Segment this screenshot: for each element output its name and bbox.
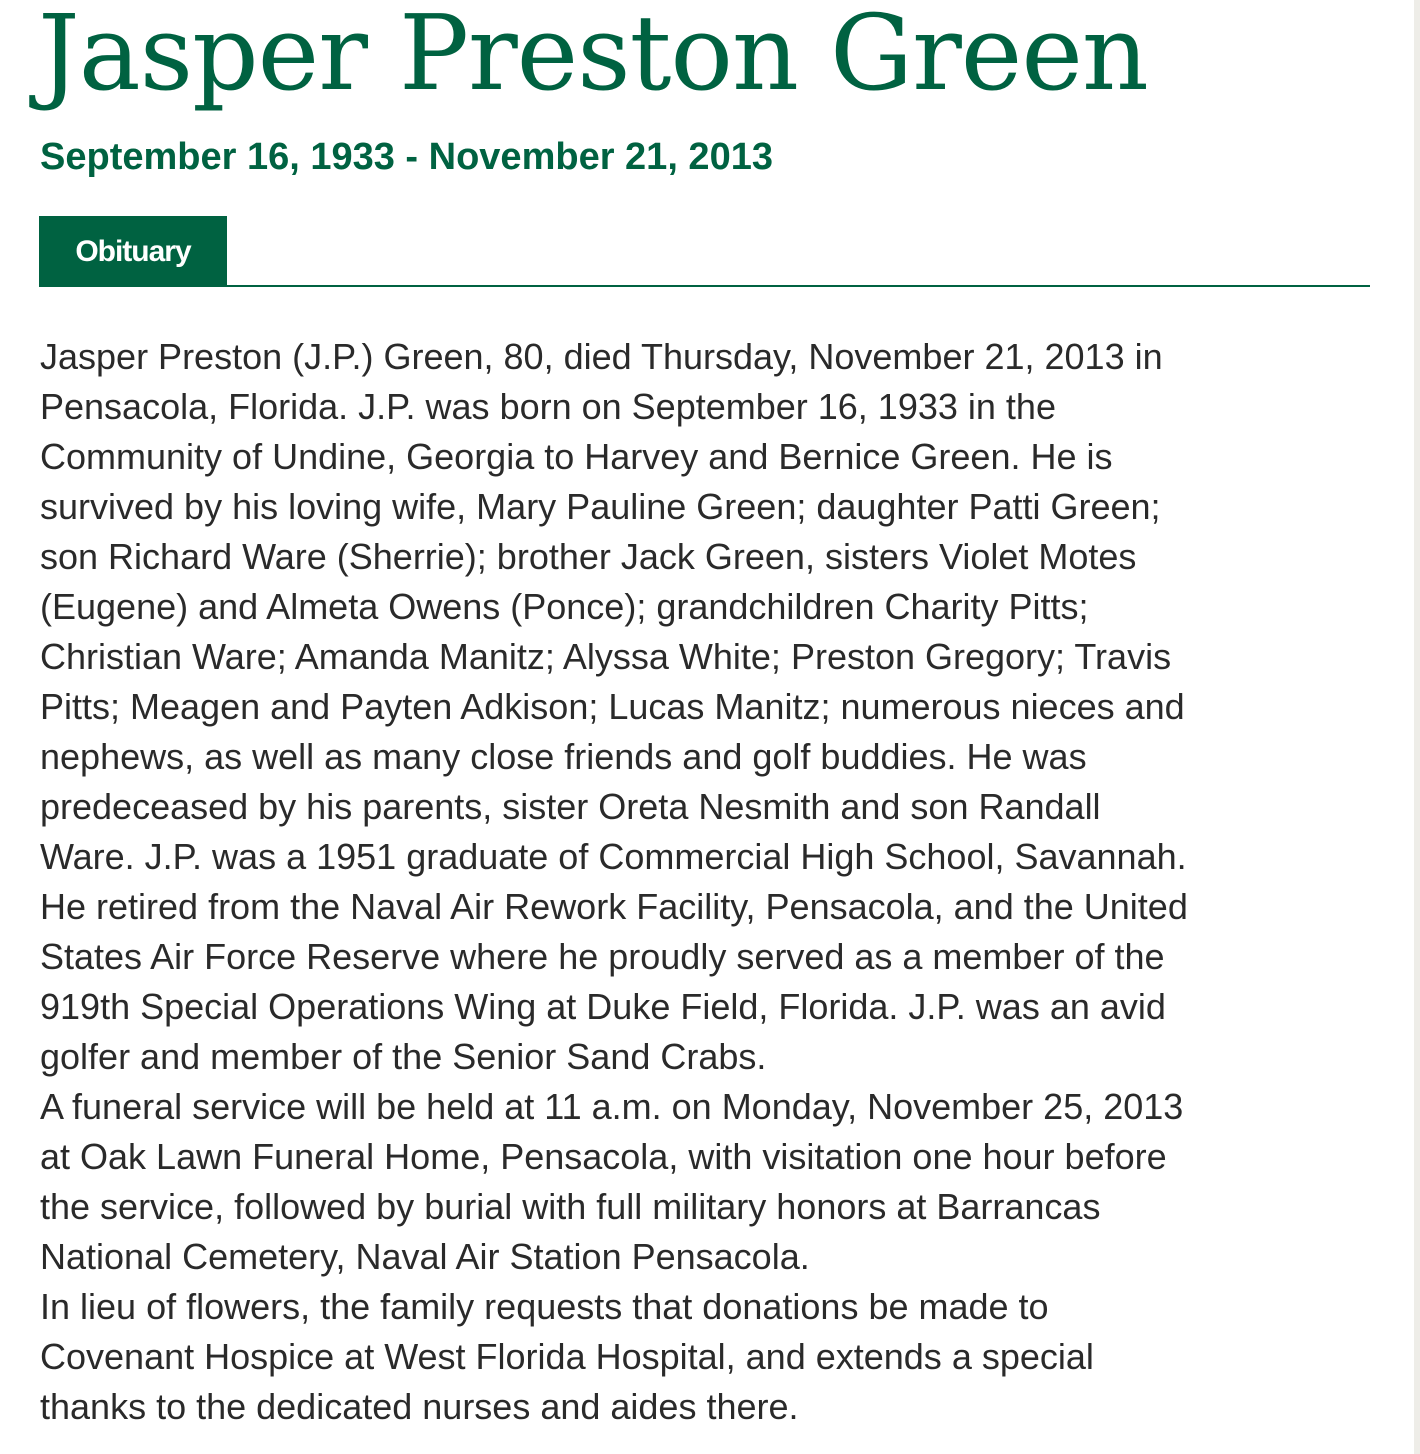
- tab-obituary[interactable]: Obituary: [39, 216, 227, 287]
- obituary-paragraph: [40, 1082, 1188, 1282]
- obituary-line: golfer and member of the Senior Sand Crabs.: [40, 1036, 767, 1077]
- obituary-line: National Cemetery, Naval Air Station Pensacola.: [40, 1236, 810, 1277]
- obituary-line: In lieu of flowers, the family requests that donations be made to: [40, 1286, 1049, 1327]
- obituary-line: at Oak Lawn Funeral Home, Pensacola, with visitation one hour before: [40, 1136, 1167, 1177]
- obituary-line: Jasper Preston (J.P.) Green, 80, died Thursday, November 21, 2013 in: [40, 336, 1163, 377]
- obituary-line: States Air Force Reserve where he proudly served as a member of the: [40, 936, 1165, 977]
- obituary-paragraph: [40, 1282, 1188, 1432]
- tab-divider: [39, 285, 1370, 287]
- obituary-line: Christian Ware; Amanda Manitz; Alyssa White; Preston Gregory; Travis: [40, 636, 1172, 677]
- obituary-line: the service, followed by burial with full military honors at Barrancas: [40, 1186, 1101, 1227]
- obituary-paragraph: [40, 332, 1188, 1082]
- obituary-line: (Eugene) and Almeta Owens (Ponce); grandchildren Charity Pitts;: [40, 586, 1089, 627]
- page-title: Jasper Preston Green: [38, 0, 1148, 114]
- obituary-text: [40, 332, 1188, 1432]
- obituary-line: Pensacola, Florida. J.P. was born on September 16, 1933 in the: [40, 386, 1056, 427]
- obituary-line: thanks to the dedicated nurses and aides there.: [40, 1386, 799, 1427]
- obituary-line: predeceased by his parents, sister Oreta Nesmith and son Randall: [40, 786, 1101, 827]
- obituary-line: He retired from the Naval Air Rework Facility, Pensacola, and the United: [40, 886, 1188, 927]
- obituary-line: 919th Special Operations Wing at Duke Field, Florida. J.P. was an avid: [40, 986, 1166, 1027]
- obituary-line: Covenant Hospice at West Florida Hospital, and extends a special: [40, 1336, 1094, 1377]
- obituary-line: son Richard Ware (Sherrie); brother Jack Green, sisters Violet Motes: [40, 536, 1137, 577]
- window-edge: [1414, 0, 1420, 1454]
- obituary-line: A funeral service will be held at 11 a.m. on Monday, November 25, 2013: [40, 1086, 1184, 1127]
- obituary-line: nephews, as well as many close friends and golf buddies. He was: [40, 736, 1087, 777]
- life-dates: September 16, 1933 - November 21, 2013: [40, 136, 773, 178]
- obituary-line: Community of Undine, Georgia to Harvey and Bernice Green. He is: [40, 436, 1113, 477]
- obituary-line: Pitts; Meagen and Payten Adkison; Lucas Manitz; numerous nieces and: [40, 686, 1185, 727]
- obituary-line: Ware. J.P. was a 1951 graduate of Commercial High School, Savannah.: [40, 836, 1187, 877]
- obituary-line: survived by his loving wife, Mary Pauline Green; daughter Patti Green;: [40, 486, 1161, 527]
